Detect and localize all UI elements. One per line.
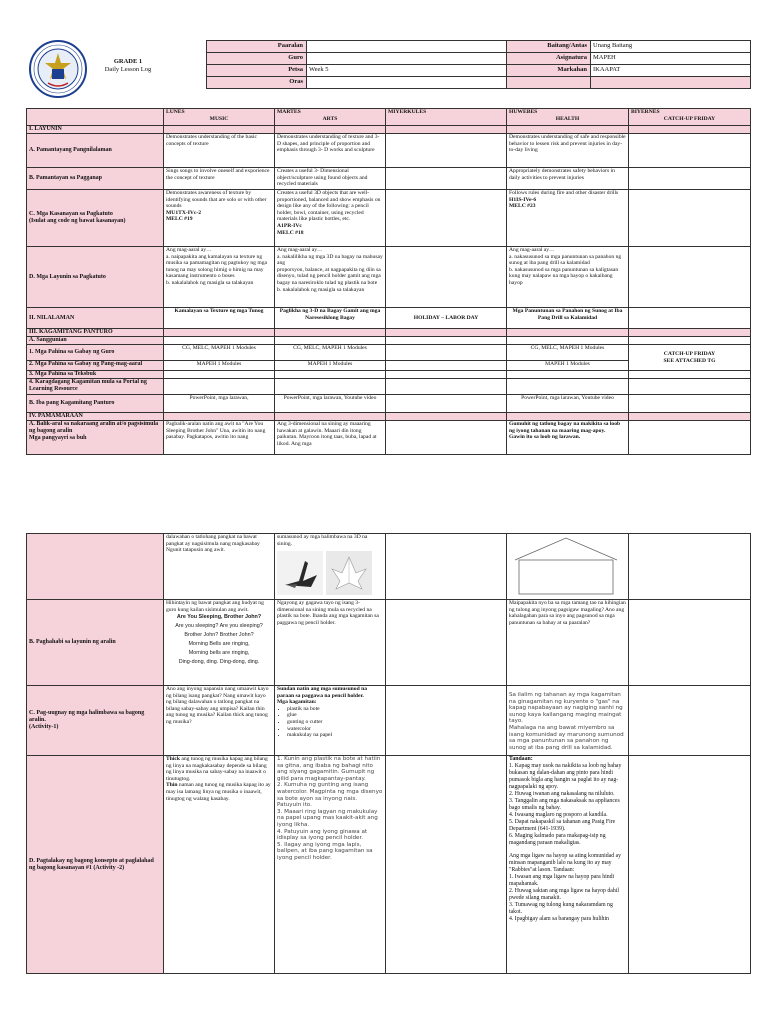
row-label-iba-pang: B. Iba pang Kagamitang Panturo: [27, 395, 164, 413]
row-label-karagdagang: 4. Karagdagang Kagamitan mula sa Portal ng Learning Resource: [27, 379, 164, 395]
cell-text: PowerPoint, mga larawan,: [164, 395, 275, 413]
list-item: • plastik na bote: [287, 706, 383, 713]
cell-text: Ang mag-aaral ay… a. nakalilikha ng mga 3D na bagay na mahusay ang proporsyon, balance, at nagpapakita ng diin sa disenyo, tulad ng pencil holder gamit ang mga bagay na naresiroklo tulad ng plastik na bote b. nakalalahok ng masigla sa talakayan: [275, 247, 386, 308]
row-label-pang-mag-aaral: 2. Mga Pahina sa Gabay ng Pang-mag-aaral: [27, 361, 164, 371]
section-kagamitan: III. KAGAMITANG PANTURO: [27, 329, 164, 337]
header-label: Oras: [207, 77, 307, 89]
row-label-kasanayan: C. Mga Kasanayan sa Pagkatuto (Isulat ang code ng bawat kasanayan): [27, 190, 164, 247]
origami-swan-image: [277, 551, 323, 595]
header-value: Week 5: [307, 65, 507, 77]
row-label-layunin: D. Mga Layunin sa Pagkatuto: [27, 247, 164, 308]
cell-text: Kamalayan sa Texture ng mga Tunog: [164, 308, 275, 329]
page-1: [26, 38, 750, 478]
day-header-tuesday: MARTES ARTS: [275, 109, 386, 126]
song-line: Brother John? Brother John?: [184, 632, 254, 639]
row-label-pag-uugnay: C. Pag-uugnay ng mga halimbawa sa bagong aralin. (Activity-1): [27, 686, 164, 756]
header-label: Paaralan: [207, 41, 307, 53]
header-table: [206, 40, 751, 89]
song-line: Are you sleeping? Are you sleeping?: [175, 623, 263, 630]
header-label: Guro: [207, 53, 307, 65]
grade-title: GRADE 1: [113, 58, 143, 65]
cell-materials: Sundan natin ang mga sumusunod na paraan sa paggawa na pencil holder. Mga kagamitan: • plastik na bote • glue • gunting o cutter • watercolor • makukulay na papel: [275, 686, 386, 756]
cell-text: Pagbalik-aralan natin ang awit na "Are You Sleeping Brother John" Una, awitin ito nang pasabay. Pagkatapos, awitin ito nang: [164, 421, 275, 455]
list-item: • makukulay na papel: [287, 732, 383, 739]
cell-text: Maipapakita nyo ba sa mga tamang tao na hihingian ng tulong ang inyong pagsigaw magaling? Ano ang kahalagahan para sa inyo ang pagsunod sa mga panuntunan sa bahay at sa paaralan?: [507, 600, 629, 686]
cell-text: Sings songs to involve oneself and exporience the concept of texture: [164, 168, 275, 190]
catch-up-friday-note: CATCH-UP FRIDAY SEE ATTACHED TG: [629, 345, 751, 371]
header-label: Markahan: [507, 65, 591, 77]
handwritten-text: Sa ilalim ng tahanan ay mga kagamitan na ginagamitan ng kuryente o "gas" na kapag napabayaan ay nagiging sanhi ng sunog kaya kailangang maging maingat tayo. Mahalaga na ang bawat miyembro sa isang komunidad ay marunong sumunod sa mga panuntunan sa panahon ng sunog at iba pang drill sa kalamidad.: [507, 686, 629, 756]
cell-text: Ngayong ay gagawa tayo ng isang 3-dimensional na sining mula sa recycled na plastik na bote. Ihanda ang mga kagamitan sa paggawa ng pencil holder.: [275, 600, 386, 686]
header-label: [507, 77, 591, 89]
cell-texture-def: Thick ang tunog ng musika kapag ang bilang ng linya na magkakasabay depende sa bilang ng linya musika na sabay-sabay na inaawit o tinutugtog. Thin naman ang tunog ng musika kapag ito ay may isa lamang linya ng musika o inaawit, tinugtog ng walang kasabay.: [164, 756, 275, 974]
cell-text: Ang mag-aaral ay… a. nakasusunod sa mga panuntunan sa panahon ng sunog at iba pang drill sa kalamidad b. nakasusunod sa mga panuntunan sa kaligtasan kung may nalapaw na mga hayop o kakaibang hayop: [507, 247, 629, 308]
header-value: IKAAPAT: [591, 65, 751, 77]
cell-text: Appropriately demonstrates safety behaviors in daily activities to prevent injuries: [507, 168, 629, 190]
cell-text: PowerPoint, mga larawan, Youtube video: [507, 395, 629, 413]
header-value: MAPEH: [591, 53, 751, 65]
cell-text: PowerPoint, mga larawan, Youtube video: [275, 395, 386, 413]
header-value: [307, 41, 507, 53]
row-label-balik-aral: A. Balik-aral sa nakaraang aralin at/o pagsisimula ng bagong aralin Mga pangyayri sa buh: [27, 421, 164, 455]
row-label-gabay-guro: 1. Mga Pahina sa Gabay ng Guro: [27, 345, 164, 361]
header-label: Petsa: [207, 65, 307, 77]
cell-3d-art: sumasunod ay mga halimbawa na 3D na sining.: [275, 534, 386, 600]
list-item: • gunting o cutter: [287, 719, 383, 726]
cell-text: CG, MELC, MAPEH 1 Modules: [507, 345, 629, 361]
cell-house-drawing: [507, 534, 629, 600]
cell-song: Hihintayin ng bawat pangkat ang hudyat ng guro kung kailan sisimulan ang awit. Are You Sleeping, Brother John? Are you sleeping? Are you sleeping? Brother John? Brother John? Morning Bells are ringing, Morning bells are ringing, Ding-dong, ding. Ding-dong, ding.: [164, 600, 275, 686]
cell-text: Mga Panuntunan sa Panahon ng Sunog at Iba Pang Drill sa Kalamidad: [507, 308, 629, 329]
list-item: • glue: [287, 712, 383, 719]
cell-text: Ang 3-dimensional na sining ay maaaring hawakan at galawin. Maaari din itong paikutan. Mayroon itong taas, buba, lapad at likod. Ang mga: [275, 421, 386, 455]
cell-text: Demonstrates understanding of texture and 3-D shapes, and principle of proportion and emphasis through 3- D works and sculpture: [275, 134, 386, 168]
cell-text: CG, MELC, MAPEH 1 Modules: [164, 345, 275, 361]
cell-text: Gumuhit ng tatlong bagay na makikita sa loob ng iyong tahanan na maaring mag-apoy. Gawin ito sa loob ng larawan.: [507, 421, 629, 455]
song-line: Morning bells are ringing,: [188, 650, 250, 657]
header-label: Baitang/Antas: [507, 41, 591, 53]
cell-text: Demonstrates understanding of safe and responsible behavior to lessen risk and prevent injuries in day-to-day living: [507, 134, 629, 168]
header-value: [307, 53, 507, 65]
holiday-text: HOLIDAY – LABOR DAY: [386, 308, 507, 329]
header-value: [591, 77, 751, 89]
cell-text: CG, MELC, MAPEH 1 Modules: [275, 345, 386, 361]
cell-text: Creates a useful 3- Dimensional object/sculpture using found objects and recycled materials: [275, 168, 386, 190]
paper-sculpture-image: [326, 551, 372, 595]
row-label-teksbuk: 3. Mga Pahina sa Teksbuk: [27, 371, 164, 379]
day-header-thursday: HUWEBES HEALTH: [507, 109, 629, 126]
cell-text: MAPEH 1 Modules: [275, 361, 386, 371]
row-label-paghahabi: B. Paghahabi sa layunin ng aralin: [27, 600, 164, 686]
song-line: Ding-dong, ding. Ding-dong, ding.: [178, 659, 260, 666]
deped-seal: [28, 39, 88, 99]
cell-text: MAPEH 1 Modules: [164, 361, 275, 371]
section-pamamaraan: IV. PAMAMARAAN: [27, 413, 164, 421]
row-label-nilalaman: II. NILALAMAN: [27, 308, 164, 329]
song-title: Are You Sleeping, Brother John?: [176, 614, 262, 621]
cell-kasanayan-thu: Follows rules during fire and other disaster drills H1IS-IVe-6 MELC #23: [507, 190, 629, 247]
dll-table-page-1: [26, 108, 751, 455]
handwritten-steps: 1. Kunin ang plastik na bote at hatiin sa gitna, ang ibaba ng bahagi nito ang siyang gagamitin. Gumupit ng gilid para magkapantay-pantay. 2. Kumuha ng gunting ang isang watercolor. Magpinta ng mga disenyo sa bote ayon sa inyong nais. Patuyuin ito. 3. Maaari ring lagyan ng makukulay na papel upang mas kaakit-akit ang iyong likha. 4. Patuyuin ang iyong ginawa at idisplay sa iyong pencil holder. 5. Ilagay ang iyong mga lapis, ballpen, at iba pang kagamitan sa iyong pencil holder.: [275, 756, 386, 974]
section-layunin: I. LAYUNIN: [27, 126, 164, 134]
cell-kasanayan-mon: Demonstrates awareness of texture by identifying sounds that are solo or with other sounds MU1TX-IVc-2 MELC #19: [164, 190, 275, 247]
day-header-wednesday: MIYERKULES: [386, 109, 507, 126]
cell-text: Paglikha ng 3-D na Bagay Gamit ang mga Naresesiklong Bagay: [275, 308, 386, 329]
dll-table-page-2: [26, 533, 751, 974]
cell-text: dalawahan o tatlohang pangkat na bawat pangkat ay nagsisimula nang magkasabay Ngunit tatapusin ang awit.: [164, 534, 275, 600]
day-header-friday: BIYERNES CATCH-UP FRIDAY: [629, 109, 751, 126]
row-label-pagtalakay: D. Pagtalakay ng bagong konsepto at paglalahad ng bagong kasanayan #1 (Activity -2): [27, 756, 164, 974]
cell-text: Ang mag-aaral ay… a. naipapakita ang kamalayan sa texture ng musika sa pamamagitan ng pagtukoy ng mga tunog na may solong himig o himig na may kasamang instrumento o boses b. nakalalahok ng masigla sa talakayan: [164, 247, 275, 308]
header-value: Unang Baitang: [591, 41, 751, 53]
row-label-pamantayang: A. Pamantayang Pangnilalaman: [27, 134, 164, 168]
house-outline-image: [509, 534, 623, 596]
song-line: Morning Bells are ringing,: [188, 641, 250, 648]
cell-text: Demonstrates understanding of the basic concepts of texture: [164, 134, 275, 168]
cell-text: MAPEH 1 Modules: [507, 361, 629, 371]
header-label: Asignatura: [507, 53, 591, 65]
row-label-sanggunian: A. Sanggunian: [27, 337, 164, 345]
dll-title: Daily Lesson Log: [104, 66, 152, 73]
cell-safety-rules: Tandaan: 1. Kapag may usok na nakikita sa loob ng bahay bukasan ng dalan-dahan ang pinto para hindi pumasok bigla ang hangin sa paglat ito ay nag- nagpapalaki ng apoy. 2. Huwag iwanan ang nakasalang na niluluto. 3. Tanggalin ang mga nakasaksak na appliances bago umalis ng bahay. 4. Iwasang maglaro ng posporo at kandila. 5. Dapat nakapaskil sa tahanan ang Pasig Fire Department (641-1939). 6. Maging kalmado para makapag-isip ng magandang paraan makaligtas. Ang mga ligaw na hayop sa ating komunidad ay minsan mapanganib lalo na kung ito ay may "Rabbies"at lason. Tandaan: 1. Iwasan ang mga ligaw na hayop para hindi mapahamak. 2. Huwag saktan ang mga ligaw na hayop dahil pwede silang manakit. 3. Tumawag ng tulong kung nakaramdam ng takot. 4. Ipagbigay alam sa barangay para hulihin: [507, 756, 629, 974]
header-value: [307, 77, 507, 89]
cell-kasanayan-tue: Creates a useful 3D objects that are well-proportioned, balanced and show emphasis on design like any of the following: a pencil holder, bowl, container, using recycled materials like plastic bottles, etc. A1PR-IVc MELC #18: [275, 190, 386, 247]
list-item: • watercolor: [287, 726, 383, 733]
cell-text: Ano ang inyong napansin nang umaawit kayo ng bilang isang pangkat? Nang umawit kayo ng bilang dalawahan o tatlong pangkat na bilang sabay-sabay ang umpisa? Kailan thin ang tunog ng musika? Kailan thick ang tunog ng musika?: [164, 686, 275, 756]
day-header-monday: LUNES MUSIC: [164, 109, 275, 126]
row-label-pagganap: B. Pamantayan sa Pagganap: [27, 168, 164, 190]
